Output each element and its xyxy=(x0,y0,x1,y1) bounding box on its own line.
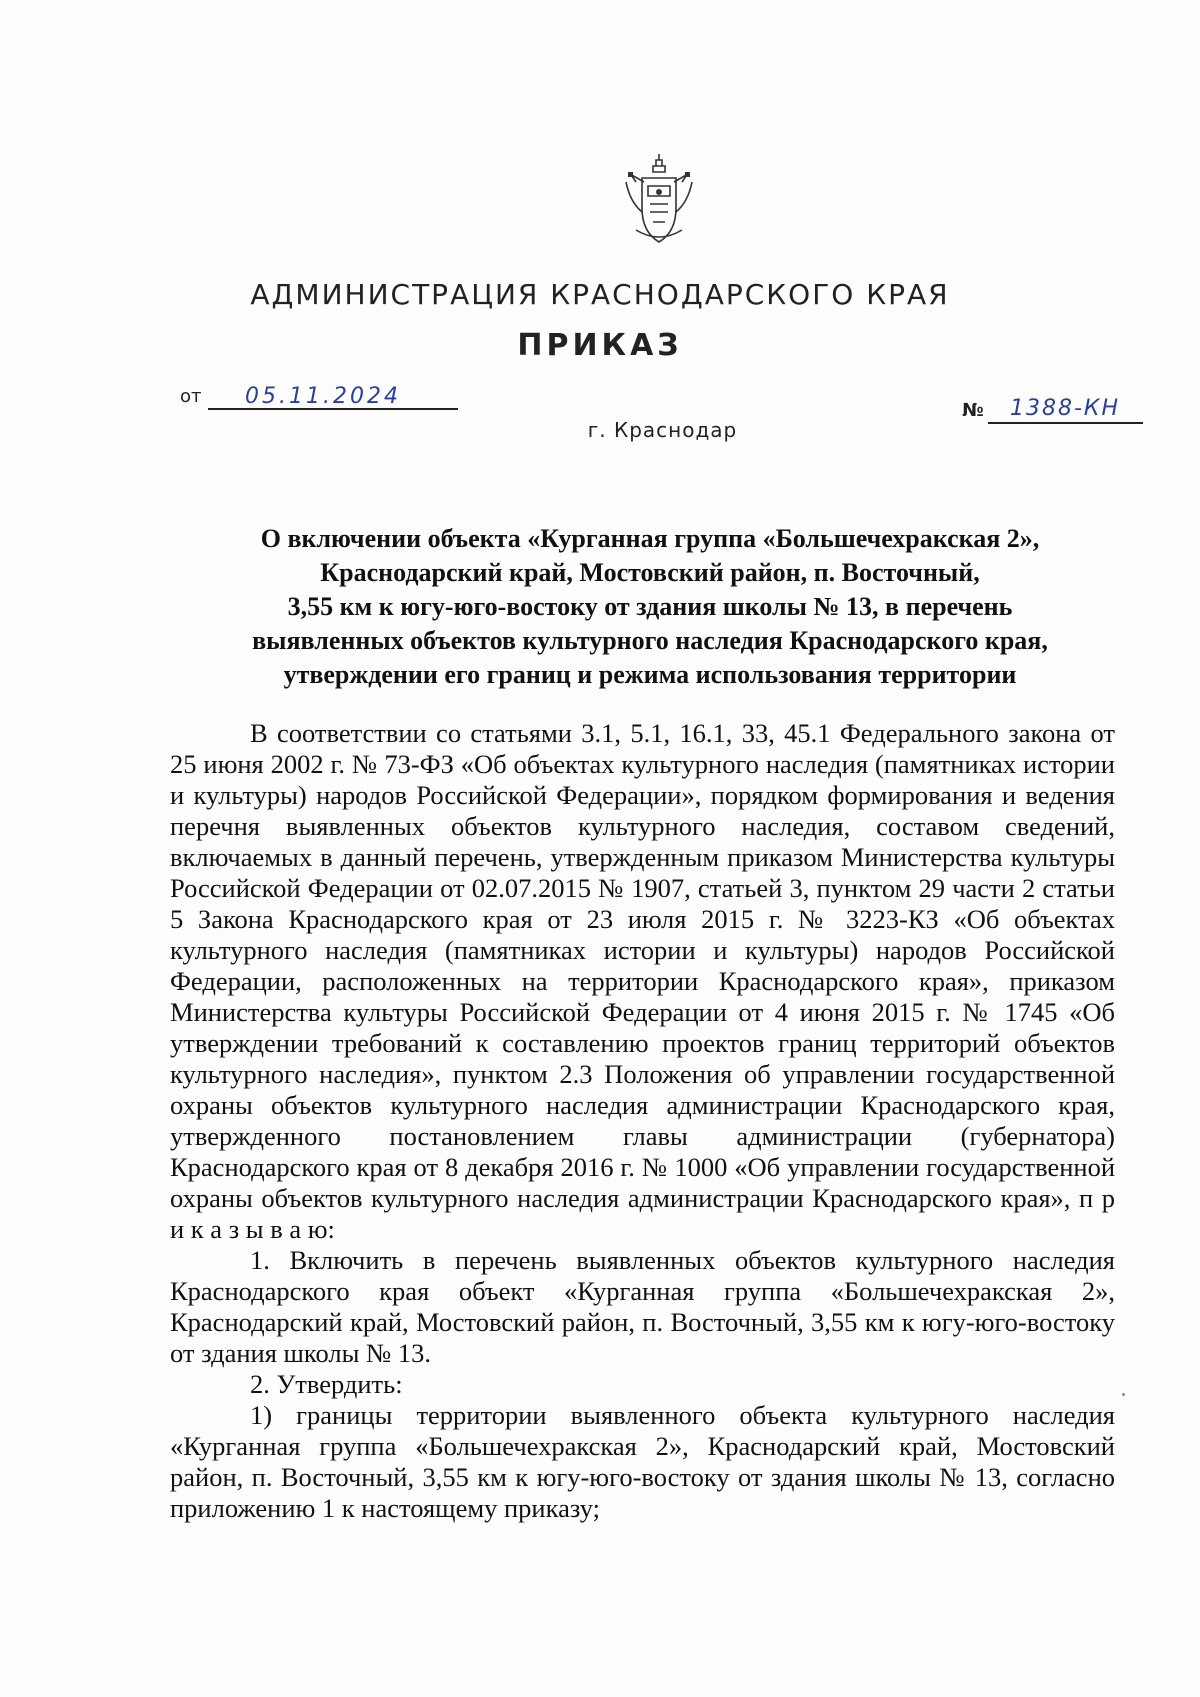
order-title xyxy=(200,522,1100,692)
number-value: 1388-КН xyxy=(1010,396,1121,421)
date-label: от xyxy=(180,386,202,407)
title-line: утверждении его границ и режима использования территории xyxy=(283,660,1017,689)
date-value: 05.11.2024 xyxy=(245,384,401,409)
title-line: 3,55 км к югу-юго-востоку от здания школы № 13, в перечень xyxy=(287,592,1013,621)
organization-name: АДМИНИСТРАЦИЯ КРАСНОДАРСКОГО КРАЯ xyxy=(250,278,950,311)
body-paragraph: 1) границы территории выявленного объекта культурного наследия «Курганная группа «Большечехракская 2», Краснодарский край, Мостовский район, п. Восточный, 3,55 км к югу-юго-востоку от здания школы № 13, согласно приложению 1 к настоящему приказу; xyxy=(170,1400,1115,1523)
body-paragraph: 2. Утвердить: xyxy=(250,1369,403,1399)
body-paragraph: В соответствии со статьями 3.1, 5.1, 16.1, 33, 45.1 Федерального закона от 25 июня 2002 г. № 73-ФЗ «Об объектах культурного наследия (памятниках истории и культуры) народов Российской Федерации», порядком формирования и ведения перечня выявленных объектов культурного наследия, составом сведений, включаемых в данный перечень, утвержденным приказом Министерства культуры Российской Федерации от 02.07.2015 № 1907, статьей 3, пунктом 29 части 2 статьи 5 Закона Краснодарского края от 23 июля 2015 г. № 3223-КЗ «Об объектах культурного наследия (памятниках истории и культуры) народов Российской Федерации, расположенных на территории Краснодарского края», приказом Министерства культуры Российской Федерации от 4 июня 2015 г. № 1745 «Об утверждении требований к составлению проектов границ территорий объектов культурного наследия», пунктом 2.3 Положения об управлении государственной охраны объектов культурного наследия администрации Краснодарского края, утвержденного постановлением главы администрации (губернатора) Краснодарского края от 8 декабря 2016 г. № 1000 «Об управлении государственной охраны объектов культурного наследия администрации Краснодарского края», п р и к а з ы в а ю: xyxy=(170,718,1115,1244)
document-type: ПРИКАЗ xyxy=(517,328,683,363)
title-line: Краснодарский край, Мостовский район, п. Восточный, xyxy=(320,558,980,587)
coat-of-arms-icon xyxy=(620,152,698,252)
order-body xyxy=(170,718,1115,1524)
number-label: № xyxy=(962,400,984,421)
body-paragraph: 1. Включить в перечень выявленных объектов культурного наследия Краснодарского края объект «Курганная группа «Большечехракская 2», Краснодарский край, Мостовский район, п. Восточный, 3,55 км к югу-юго-востоку от здания школы № 13. xyxy=(170,1245,1115,1368)
city: г. Краснодар xyxy=(587,418,738,442)
title-line: О включении объекта «Курганная группа «Большечехракская 2», xyxy=(260,524,1040,553)
scan-speck xyxy=(1122,1393,1125,1396)
title-line: выявленных объектов культурного наследия Краснодарского края, xyxy=(252,626,1048,655)
